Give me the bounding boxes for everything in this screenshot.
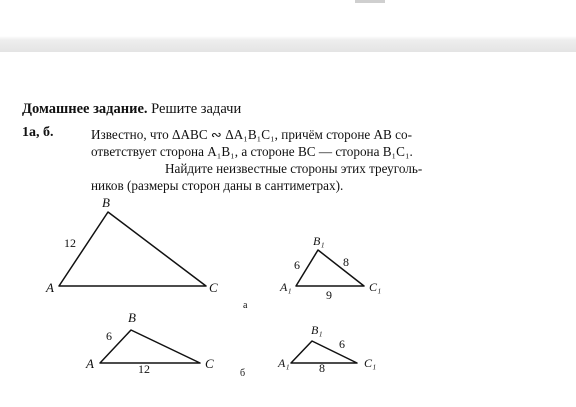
triangle-b-small [291,341,357,363]
fig-a-small-side-ac: 9 [326,288,332,302]
fig-a-big-label-b: B [102,195,110,210]
fig-b-big-side-ac: 12 [138,362,150,376]
homework-heading-rest: Решите задачи [147,101,242,117]
fig-b-big-side-ab: 6 [106,329,112,343]
fig-a-big-label-a: A [46,280,54,295]
triangle-a-small [296,250,364,286]
task-line-3: Найдите неизвестные стороны этих треуголь- [165,161,423,176]
fig-b-small-side-ac: 8 [319,361,325,375]
homework-heading-bold: Домашнее задание. [22,101,148,117]
task-line-1: Известно, что ΔABC ∾ ΔA₁B₁C₁, причём стороне AB со- [91,127,412,142]
task-line-4: ников (размеры сторон даны в сантиметрах). [91,178,344,193]
fig-a-small-label-a1: A₁ [280,280,292,294]
fig-b-small-label-c1: C₁ [364,356,377,370]
fig-b-big-label-c: C [205,356,214,371]
fig-a-small-side-ab: 6 [294,258,300,272]
fig-a-small-side-bc: 8 [343,255,349,269]
fig-a-caption: а [243,300,248,311]
fig-a-small-label-c1: C₁ [369,280,382,294]
fig-b-small-label-b1: B₁ [311,323,323,337]
fig-b-small-side-bc: 6 [339,337,345,351]
fig-b-small-label-a1: A₁ [278,356,290,370]
fig-b-caption: б [240,368,246,379]
task-line-2: ответствует сторона A₁B₁, а стороне BC — сторона B₁C₁. [91,144,413,159]
fig-a-small-label-b1: B₁ [313,234,325,248]
fig-a-big-label-c: C [209,280,218,295]
task-number: 1а, б. [22,125,54,140]
triangle-b-big [100,330,200,363]
fig-b-big-label-b: B [128,310,136,325]
triangle-a-big [59,212,206,286]
fig-b-big-label-a: A [86,356,94,371]
fig-a-big-side-ab: 12 [64,236,76,250]
